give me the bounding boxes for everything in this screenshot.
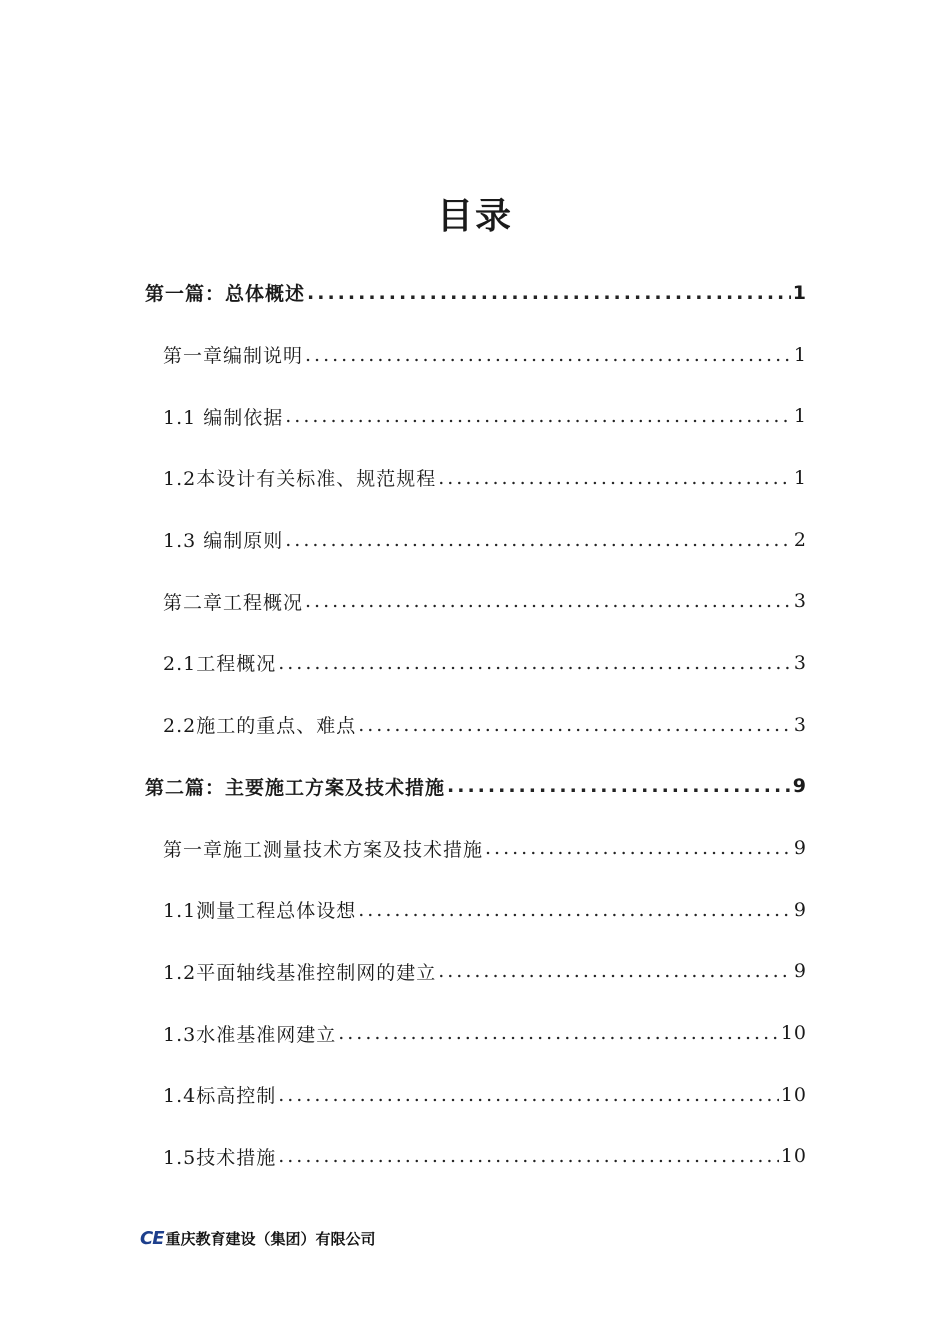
- toc-entry[interactable]: [145, 632, 807, 694]
- toc-entry-label: 第一篇：总体概述: [145, 283, 306, 306]
- toc-dot-leader: [485, 837, 792, 859]
- toc-entry[interactable]: [145, 262, 807, 324]
- toc-dot-leader: [358, 714, 792, 736]
- toc-page-number: 9: [793, 898, 807, 921]
- toc-page-number: 1: [793, 466, 807, 489]
- toc-entry[interactable]: [145, 1064, 807, 1126]
- toc-entry-label: 第二篇：主要施工方案及技术措施: [145, 776, 446, 799]
- toc-entry[interactable]: [145, 447, 807, 509]
- toc-entry-label: 1.1 编制依据: [163, 406, 284, 429]
- toc-entry-label: 1.3水准基准网建立: [163, 1023, 337, 1046]
- toc-dot-leader: [438, 467, 792, 489]
- toc-dot-leader: [307, 282, 791, 304]
- toc-entry[interactable]: [145, 385, 807, 447]
- toc-entry[interactable]: [145, 570, 807, 632]
- toc-title: 目录: [436, 196, 513, 237]
- toc-entry-label: 2.1工程概况: [163, 653, 277, 676]
- toc-entry[interactable]: [145, 1002, 807, 1064]
- toc-entry-label: 1.5技术措施: [163, 1146, 277, 1169]
- toc-entry[interactable]: [145, 509, 807, 571]
- toc-entry-label: 第二章工程概况: [163, 591, 304, 614]
- toc-page-number: 9: [792, 775, 807, 798]
- toc-page-number: 1: [793, 343, 807, 366]
- company-logo: CE: [140, 1227, 164, 1249]
- toc-entry-label: 1.3 编制原则: [163, 530, 284, 553]
- toc-page-number: 9: [793, 960, 807, 983]
- toc-dot-leader: [447, 775, 791, 797]
- toc-dot-leader: [438, 960, 792, 982]
- toc-entry[interactable]: [145, 1126, 807, 1188]
- toc-entry[interactable]: [145, 324, 807, 386]
- toc-dot-leader: [305, 590, 792, 612]
- toc-entry[interactable]: [145, 941, 807, 1003]
- toc-dot-leader: [338, 1022, 779, 1044]
- toc-entry[interactable]: [145, 879, 807, 941]
- toc-page-number: 2: [793, 528, 807, 551]
- toc-dot-leader: [278, 1145, 779, 1167]
- toc-page-number: 3: [793, 651, 807, 674]
- toc-entry[interactable]: [145, 756, 807, 818]
- toc-page-number: 3: [793, 713, 807, 736]
- toc-entry-label: 1.1测量工程总体设想: [163, 900, 357, 923]
- toc-entry[interactable]: [145, 817, 807, 879]
- toc-page-number: 9: [793, 837, 807, 860]
- toc-page-number: 3: [793, 590, 807, 613]
- toc-page-number: 10: [780, 1022, 807, 1045]
- toc-entry-label: 第一章编制说明: [163, 345, 304, 368]
- page-footer: [140, 1226, 376, 1250]
- toc-dot-leader: [278, 652, 792, 674]
- toc-dot-leader: [285, 405, 792, 427]
- company-name: 重庆教育建设（集团）有限公司: [165, 1229, 376, 1248]
- toc-dot-leader: [305, 344, 792, 366]
- toc-page-number: 10: [780, 1083, 807, 1106]
- toc-dot-leader: [358, 899, 792, 921]
- toc-dot-leader: [278, 1084, 779, 1106]
- toc-entry-label: 1.2平面轴线基准控制网的建立: [163, 961, 437, 984]
- toc-page-number: 1: [793, 405, 807, 428]
- toc-entry-label: 第一章施工测量技术方案及技术措施: [163, 838, 484, 861]
- toc-entry-label: 1.2本设计有关标准、规范规程: [163, 468, 437, 491]
- toc-entry-label: 2.2施工的重点、难点: [163, 715, 357, 738]
- toc-entry[interactable]: [145, 694, 807, 756]
- table-of-contents: [145, 262, 807, 1187]
- toc-entry-label: 1.4标高控制: [163, 1085, 277, 1108]
- toc-page-number: 1: [792, 281, 807, 304]
- toc-page-number: 10: [780, 1145, 807, 1168]
- toc-dot-leader: [285, 529, 792, 551]
